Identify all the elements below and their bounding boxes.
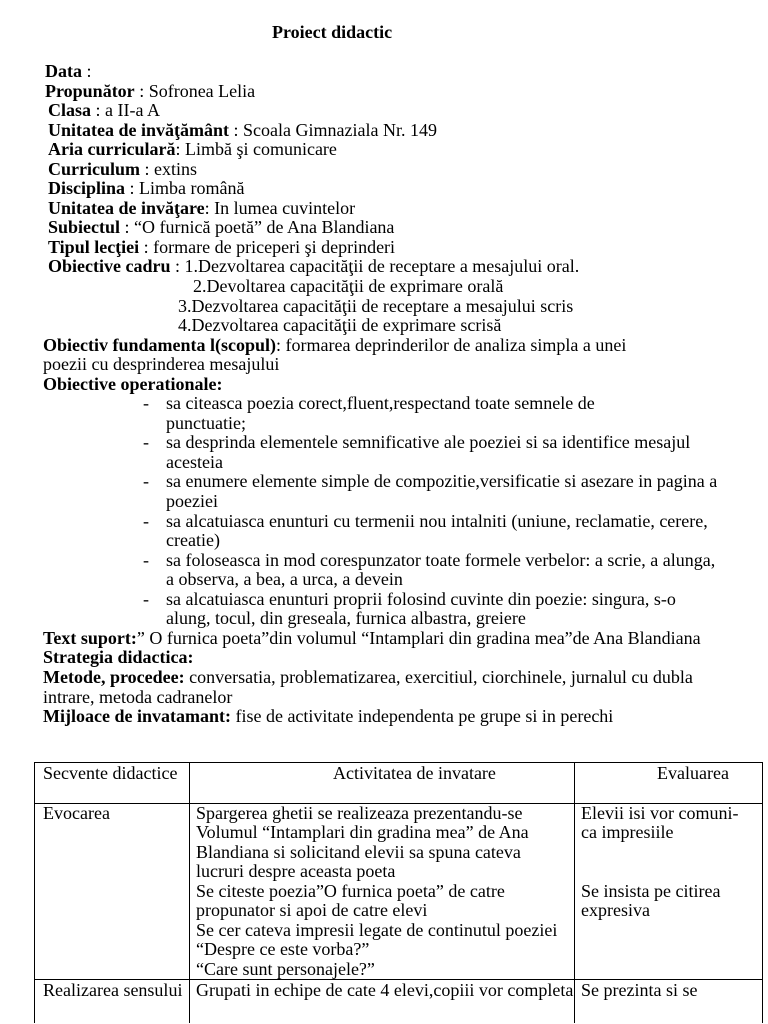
objective-text: sa alcatuiasca enunturi cu termenii nou intalniti (uniune, reclamatie, cerere, xyxy=(166,510,708,531)
objective-text: sa enumere elemente simple de compozitie,versificatie si asezare in pagina a xyxy=(166,471,718,492)
objective-text: punctuatie; xyxy=(166,412,246,433)
field-label: Subiectul xyxy=(48,217,121,238)
objective-text: sa foloseasca in mod corespunzator toate formele verbelor: a scrie, a alunga, xyxy=(166,549,716,570)
field-value: : extins xyxy=(140,158,197,179)
objective-line xyxy=(0,472,768,492)
field-clasa xyxy=(0,101,768,121)
field-value: : xyxy=(82,61,92,81)
secventa-cell xyxy=(34,804,189,979)
activity-line: Grupati in echipe de cate 4 elevi,copiii vor completa xyxy=(196,980,574,1000)
obiectiv-cadru-item: 3.Dezvoltarea capacităţii de receptare a mesajului scris xyxy=(178,295,574,316)
secventa-text: Realizarea sensului xyxy=(43,980,183,1000)
field-label: Curriculum xyxy=(48,158,140,179)
field-unitatea-invatare xyxy=(0,199,768,219)
objective-line xyxy=(0,453,768,473)
objective-line xyxy=(0,551,768,571)
objective-list-item xyxy=(0,512,768,551)
evaluation-line: ca impresiile xyxy=(581,822,674,843)
secventa-cell xyxy=(34,980,189,1023)
objective-text: creatie) xyxy=(166,530,220,551)
objective-line xyxy=(0,414,768,434)
mijloace-label: Mijloace de invatamant: xyxy=(43,706,231,727)
field-label: Clasa xyxy=(48,100,92,121)
activitate-cell xyxy=(189,804,574,979)
objective-list-item xyxy=(0,433,768,472)
field-value: : Limba română xyxy=(125,178,245,199)
objective-text: a observa, a bea, a urca, a devein xyxy=(166,569,403,590)
table-row xyxy=(34,979,763,1023)
obiective-cadru-label: Obiective cadru xyxy=(48,256,171,277)
evaluation-line: expresiva xyxy=(581,900,650,921)
evaluare-cell xyxy=(574,804,763,979)
document-title: Proiect didactic xyxy=(272,22,393,42)
objective-list-item xyxy=(0,472,768,511)
table-header-cell xyxy=(34,763,189,803)
bullet-marker: - xyxy=(143,588,149,609)
evaluation-line: Se insista pe citirea xyxy=(581,880,721,901)
header-evaluarea: Evaluarea xyxy=(657,763,729,783)
objective-line xyxy=(0,531,768,551)
objective-line xyxy=(0,570,768,590)
obiectiv-fundamental-text: poezii cu desprinderea mesajului xyxy=(43,354,280,375)
field-label: Propunător xyxy=(45,80,135,101)
field-label: Unitatea de invăţare xyxy=(48,197,205,218)
objective-line xyxy=(0,609,768,629)
objective-line xyxy=(0,492,768,512)
evaluation-line: Se prezinta si se xyxy=(581,980,698,1000)
metode-line xyxy=(0,668,768,688)
evaluation-line: Elevii isi vor comuni- xyxy=(581,803,739,823)
table-row xyxy=(34,803,763,979)
activity-line: propunator si apoi de catre elevi xyxy=(196,900,428,921)
field-data xyxy=(0,62,768,82)
field-unitatea-invatamant xyxy=(0,121,768,141)
bullet-marker: - xyxy=(143,432,149,453)
field-aria-curriculara xyxy=(0,140,768,160)
text-suport-label: Text suport: xyxy=(43,627,137,648)
field-value: : “O furnică poetă” de Ana Blandiana xyxy=(120,217,395,238)
objective-line xyxy=(0,394,768,414)
field-value: : In lumea cuvintelor xyxy=(204,197,356,218)
activity-line: Spargerea ghetii se realizeaza prezentandu-se xyxy=(196,803,523,823)
bullet-marker: - xyxy=(143,393,149,414)
objective-line xyxy=(0,512,768,532)
objective-text: sa desprinda elementele semnificative ale poeziei si sa identifice mesajul xyxy=(166,432,691,453)
field-propunator xyxy=(0,82,768,102)
mijloace-text: fise de activitate independenta pe grupe si in perechi xyxy=(230,706,614,727)
activity-line: Blandiana si solicitand elevii sa spuna cateva xyxy=(196,841,521,862)
objective-text: alung, tocul, din greseala, furnica albastra, greiere xyxy=(166,608,526,629)
secventa-text: Evocarea xyxy=(43,803,110,823)
mijloace-line xyxy=(0,707,768,727)
objective-line xyxy=(0,590,768,610)
field-value: : a II-a A xyxy=(91,100,160,121)
field-label: Data xyxy=(45,61,82,81)
activity-line: Se cer cateva impresii legate de continutul poeziei xyxy=(196,919,558,940)
field-disciplina xyxy=(0,179,768,199)
evaluation-paragraph xyxy=(581,882,762,921)
obiective-operationale-heading: Obiective operationale: xyxy=(43,373,223,394)
table-header-cell xyxy=(189,763,574,803)
obiectiv-fundamental-label: Obiectiv fundamenta l(scopul) xyxy=(43,334,277,355)
field-subiectul xyxy=(0,218,768,238)
objective-list-item xyxy=(0,590,768,629)
table-header-row xyxy=(34,762,763,803)
metode-text: intrare, metoda cadranelor xyxy=(43,686,233,707)
bullet-marker: - xyxy=(143,510,149,531)
obiectiv-fundamental-text: : formarea deprinderilor de analiza simpla a unei xyxy=(276,334,627,355)
obiectiv-fundamental-line xyxy=(0,336,768,356)
header-activitatea: Activitatea de invatare xyxy=(333,763,496,783)
field-label: Unitatea de invăţământ xyxy=(48,119,229,140)
text-suport-line xyxy=(0,629,768,649)
activity-line: Volumul “Intamplari din gradina mea” de Ana xyxy=(196,822,529,843)
objective-line xyxy=(0,433,768,453)
objective-text: sa alcatuiasca enunturi proprii folosind cuvinte din poezie: singura, s-o xyxy=(166,588,676,609)
text-suport-value: ” O furnica poeta”din volumul “Intamplari din gradina mea”de Ana Blandiana xyxy=(136,627,701,648)
obiectiv-cadru-item: 1.Dezvoltarea capacităţii de receptare a mesajului oral. xyxy=(184,256,580,277)
lesson-table xyxy=(34,762,763,1023)
obiective-cadru-separator: : xyxy=(170,256,185,277)
activity-line: “Care sunt personajele?” xyxy=(196,958,375,979)
activity-line: lucruri despre aceasta poeta xyxy=(196,861,396,882)
field-value: : formare de priceperi şi deprinderi xyxy=(139,236,396,257)
activitate-cell xyxy=(189,980,574,1023)
table-header-cell xyxy=(574,763,763,803)
field-value: : Sofronea Lelia xyxy=(134,80,256,101)
objective-text: poeziei xyxy=(166,491,218,512)
objective-text: acesteia xyxy=(166,451,223,472)
obiectiv-cadru-item: 2.Devoltarea capacităţii de exprimare orală xyxy=(193,276,504,297)
metode-label: Metode, procedee: xyxy=(43,666,185,687)
field-tipul-lectiei xyxy=(0,238,768,258)
activity-line: “Despre ce este vorba?” xyxy=(196,939,370,960)
obiectiv-cadru-item: 4.Dezvoltarea capacităţii de exprimare scrisă xyxy=(178,315,502,336)
activity-line: Se citeste poezia”O furnica poeta” de catre xyxy=(196,880,505,901)
metode-text: conversatia, problematizarea, exercitiul, ciorchinele, jurnalul cu dubla xyxy=(184,666,693,687)
field-label: Disciplina xyxy=(48,178,126,199)
field-value: : Limbă şi comunicare xyxy=(175,139,337,160)
objective-list-item xyxy=(0,551,768,590)
objective-text: sa citeasca poezia corect,fluent,respectand toate semnele de xyxy=(166,393,595,414)
lesson-header-section xyxy=(0,62,768,727)
field-label: Tipul lecţiei xyxy=(48,236,140,257)
header-secvente: Secvente didactice xyxy=(43,763,178,783)
bullet-marker: - xyxy=(143,471,149,492)
evaluare-cell xyxy=(574,980,763,1023)
evaluation-paragraph xyxy=(581,804,762,843)
obiective-cadru-line xyxy=(0,257,768,277)
field-value: : Scoala Gimnaziala Nr. 149 xyxy=(229,119,437,140)
objective-list-item xyxy=(0,394,768,433)
field-label: Aria curriculară xyxy=(48,139,176,160)
bullet-marker: - xyxy=(143,549,149,570)
field-curriculum xyxy=(0,160,768,180)
strategia-heading: Strategia didactica: xyxy=(43,647,194,668)
